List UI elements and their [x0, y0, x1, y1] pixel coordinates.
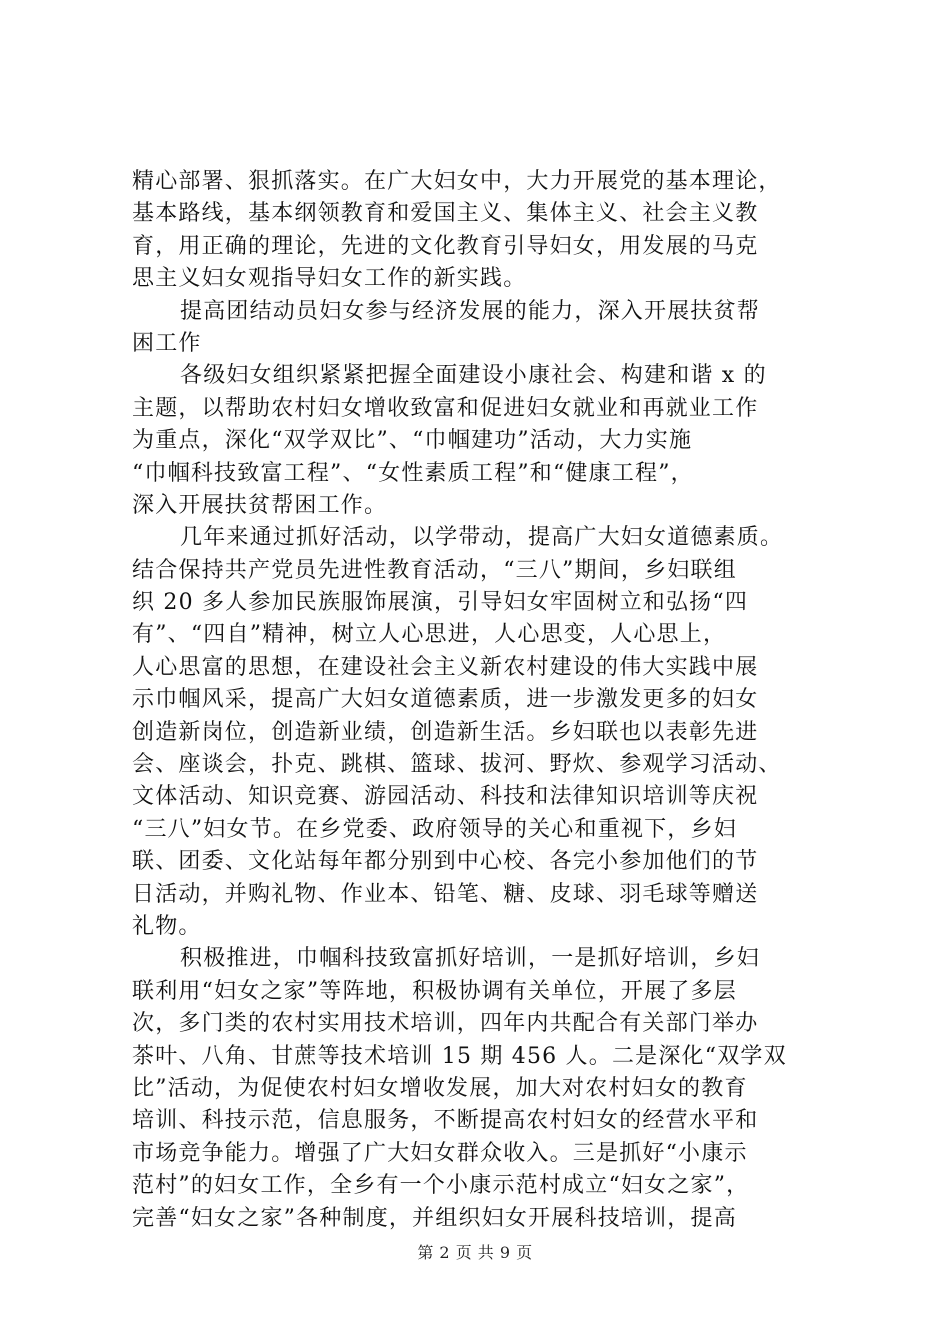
- text-line: 茶叶、八角、甘蔗等技术培训 15 期 456 人。二是深化“双学双: [132, 1043, 787, 1069]
- text-line: 日活动，并购礼物、作业本、铅笔、糖、皮球、羽毛球等赠送: [132, 881, 759, 907]
- paragraph-first-line: 各级妇女组织紧紧把握全面建设小康社会、构建和谐 x 的: [180, 363, 767, 389]
- text-line: 礼物。: [132, 913, 202, 939]
- text-line: 联、团委、文化站每年都分别到中心校、各完小参加他们的节: [132, 849, 759, 875]
- document-body: [132, 166, 832, 1235]
- text-line: 结合保持共产党员先进性教育活动，“三八”期间，乡妇联组: [132, 557, 737, 583]
- text-line: 思主义妇女观指导妇女工作的新实践。: [132, 266, 527, 292]
- text-line: 比”活动，为促使农村妇女增收发展，加大对农村妇女的教育: [132, 1075, 748, 1101]
- text-line: 次，多门类的农村实用技术培训，四年内共配合有关部门举办: [132, 1011, 759, 1037]
- page-footer: 第 2 页 共 9 页: [417, 1243, 533, 1262]
- text-line: 有”、“四自”精神，树立人心思进，人心思变，人心思上，: [132, 622, 727, 648]
- text-line: 培训、科技示范，信息服务，不断提高农村妇女的经营水平和: [132, 1108, 759, 1134]
- text-line: 会、座谈会，扑克、跳棋、篮球、拔河、野炊、参观学习活动、: [132, 752, 782, 778]
- text-line: 困工作: [132, 330, 202, 356]
- text-line: 深入开展扶贫帮困工作。: [132, 492, 388, 518]
- text-line: 范村”的妇女工作，全乡有一个小康示范村成立“妇女之家”，: [132, 1173, 750, 1199]
- paragraph-first-line: 几年来通过抓好活动，以学带动，提高广大妇女道德素质。: [180, 525, 784, 551]
- text-line: 联利用“妇女之家”等阵地，积极协调有关单位，开展了多层: [132, 978, 737, 1004]
- text-line: 完善“妇女之家”各种制度，并组织妇女开展科技培训，提高: [132, 1205, 737, 1231]
- text-line: 主题，以帮助农村妇女增收致富和促进妇女就业和再就业工作: [132, 395, 759, 421]
- text-line: “巾帼科技致富工程”、“女性素质工程”和“健康工程”，: [132, 460, 694, 486]
- text-line: 精心部署、狠抓落实。在广大妇女中，大力开展党的基本理论，: [132, 169, 782, 194]
- paragraph-heading-line: 提高团结动员妇女参与经济发展的能力，深入开展扶贫帮: [180, 298, 761, 324]
- text-line: 育，用正确的理论，先进的文化教育引导妇女，用发展的马克: [132, 233, 759, 259]
- text-line: 市场竞争能力。增强了广大妇女群众收入。三是抓好“小康示: [132, 1140, 748, 1166]
- text-line: 织 20 多人参加民族服饰展演，引导妇女牢固树立和弘扬“四: [132, 590, 749, 616]
- text-line: 文体活动、知识竞赛、游园活动、科技和法律知识培训等庆祝: [132, 784, 759, 810]
- text-line: 示巾帼风采，提高广大妇女道德素质，进一步激发更多的妇女: [132, 687, 759, 713]
- paragraph-first-line: 积极推进，巾帼科技致富抓好培训，一是抓好培训，乡妇: [180, 946, 761, 972]
- text-line: 人心思富的思想，在建设社会主义新农村建设的伟大实践中展: [132, 654, 759, 680]
- text-line: “三八”妇女节。在乡党委、政府领导的关心和重视下，乡妇: [132, 816, 737, 842]
- text-line: 为重点，深化“双学双比”、“巾帼建功”活动，大力实施: [132, 428, 693, 454]
- text-line: 基本路线，基本纲领教育和爱国主义、集体主义、社会主义教: [132, 201, 759, 227]
- text-line: 创造新岗位，创造新业绩，创造新生活。乡妇联也以表彰先进: [132, 719, 759, 745]
